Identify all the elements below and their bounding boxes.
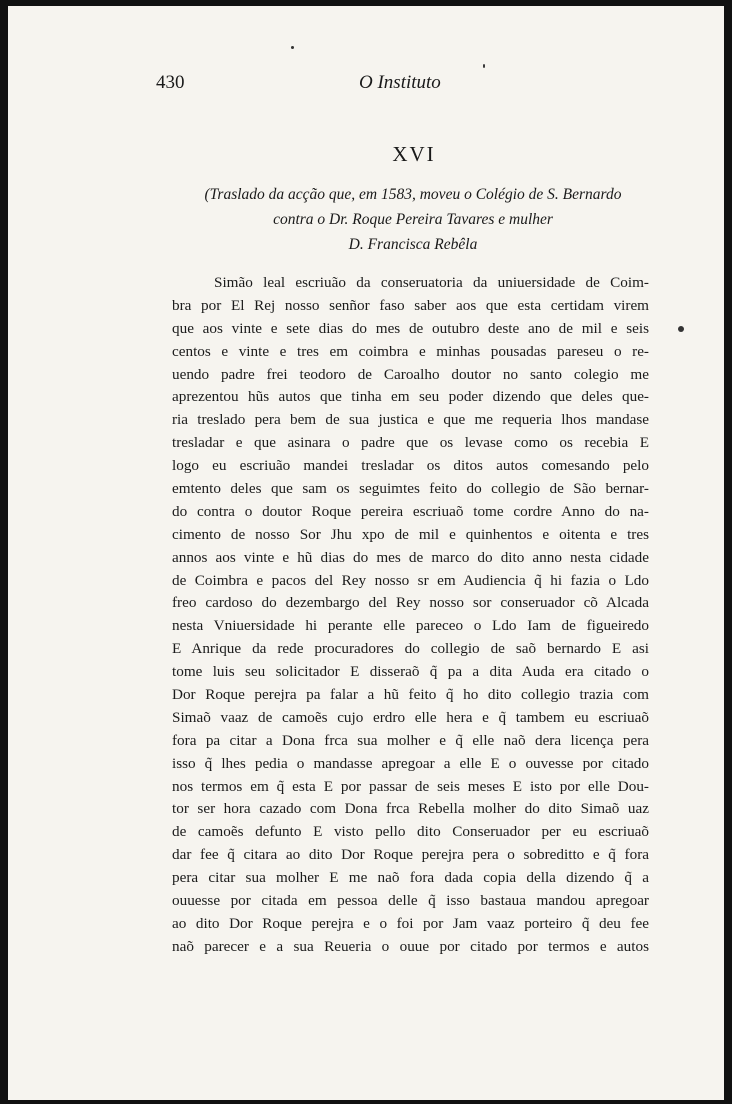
text-line: uendo padre frei teodoro de Caroalho doutor no santo colegio me: [172, 365, 649, 383]
text-line: aprezentou hũs autos que tinha em seu poder dizendo que deles que-: [172, 388, 649, 406]
text-line: freo cardoso do dezembargo del Rey nosso sor conseruador cõ Alcada: [172, 594, 649, 612]
paper-speck: [483, 64, 485, 68]
text-line: nesta Vniuersidade hi perante elle pareceo o Ldo Iam de figueiredo: [172, 617, 649, 635]
text-line: Dor Roque perejra pa falar a hũ feito q̃ ho dito collegio trazia com: [172, 686, 649, 704]
text-line: Simaõ vaaz de camoẽs cujo erdro elle hera e q̃ tambem eu escriuaõ: [172, 708, 649, 726]
text-line: dar fee q̃ citara ao dito Dor Roque perejra pera o sobreditto e q̃ fora: [172, 846, 649, 864]
subtitle-line: (Traslado da acção que, em 1583, moveu o Colégio de S. Bernardo: [204, 186, 622, 203]
text-line: tresladar e que asinara o padre que os levase como os recebia E: [172, 434, 649, 452]
book-page: [8, 6, 724, 1100]
text-line: pera citar sua molher E me naõ fora dada copia della dizendo q̃ a: [172, 869, 649, 887]
text-line: que aos vinte e sete dias do mes de outubro deste ano de mil e seis: [172, 319, 649, 337]
text-line: do contra o doutor Roque pereira escriuaõ tome cordre Anno do na-: [172, 502, 649, 520]
text-line: nos termos em q̃ esta E por passar de seis meses E isto por elle Dou-: [172, 777, 649, 795]
text-line: emtento deles que sam os seguimtes feito do collegio de São bernar-: [172, 480, 649, 498]
text-line: ria treslado pera bem de sua justica e que me requeria lhos mandase: [172, 411, 649, 429]
subtitle-line: D. Francisca Rebêla: [348, 236, 478, 253]
body-paragraph: [172, 272, 649, 959]
running-title: O Instituto: [359, 72, 441, 93]
text-line: E Anrique da rede procuradores do collegio de saõ bernardo E asi: [172, 640, 649, 658]
text-line: Simão leal escriuão da conseruatoria da uniuersidade de Coim-: [214, 274, 649, 291]
text-line: de Coimbra e pacos del Rey nosso sr em Audiencia q̃ hi fazia o Ldo: [172, 571, 649, 589]
text-line: centos e vinte e tres em coimbra e minhas pousadas pareseu o re-: [172, 342, 649, 360]
page-number: 430: [156, 72, 185, 93]
text-line: naõ parecer e a sua Reueria o ouue por citado por termos e autos: [172, 937, 649, 955]
text-line: cimento de nosso Sor Jhu xpo de mil e quinhentos e oitenta e tres: [172, 525, 649, 543]
section-number: XVI: [392, 142, 436, 166]
text-line: logo eu escriuão mandei tresladar os ditos autos comesando pelo: [172, 457, 649, 475]
text-line: ao dito Dor Roque perejra e o foi por Jam vaaz porteiro q̃ deu fee: [172, 914, 649, 932]
running-head: [8, 72, 724, 102]
text-line: tome luis seu solicitador E disseraõ q̃ pa a dita Auda era citado o: [172, 663, 649, 681]
text-line: annos aos vinte e hũ dias do mes de marco do dito anno nesta cidade: [172, 548, 649, 566]
subtitle-line: contra o Dr. Roque Pereira Tavares e mulher: [273, 211, 553, 228]
text-line: tor ser hora cazado com Dona frca Rebella molher do dito Simaõ uaz: [172, 800, 649, 818]
text-line: ouuesse por citada em pessoa delle q̃ isso bastaua mandou apregoar: [172, 892, 649, 910]
section-subtitle: [178, 182, 648, 257]
text-line: fora pa citar a Dona frca sua molher e q̃ elle naõ dera licença pera: [172, 731, 649, 749]
text-line: de camoẽs defunto E visto pello dito Conseruador per eu escriuaõ: [172, 823, 649, 841]
paper-speck: [291, 46, 294, 49]
paper-speck: [678, 326, 684, 332]
text-line: bra por El Rej nosso senñor faso saber aos que esta certidam virem: [172, 296, 649, 314]
text-line: isso q̃ lhes pedia o mandasse apregoar a elle E o ouvesse por citado: [172, 754, 649, 772]
